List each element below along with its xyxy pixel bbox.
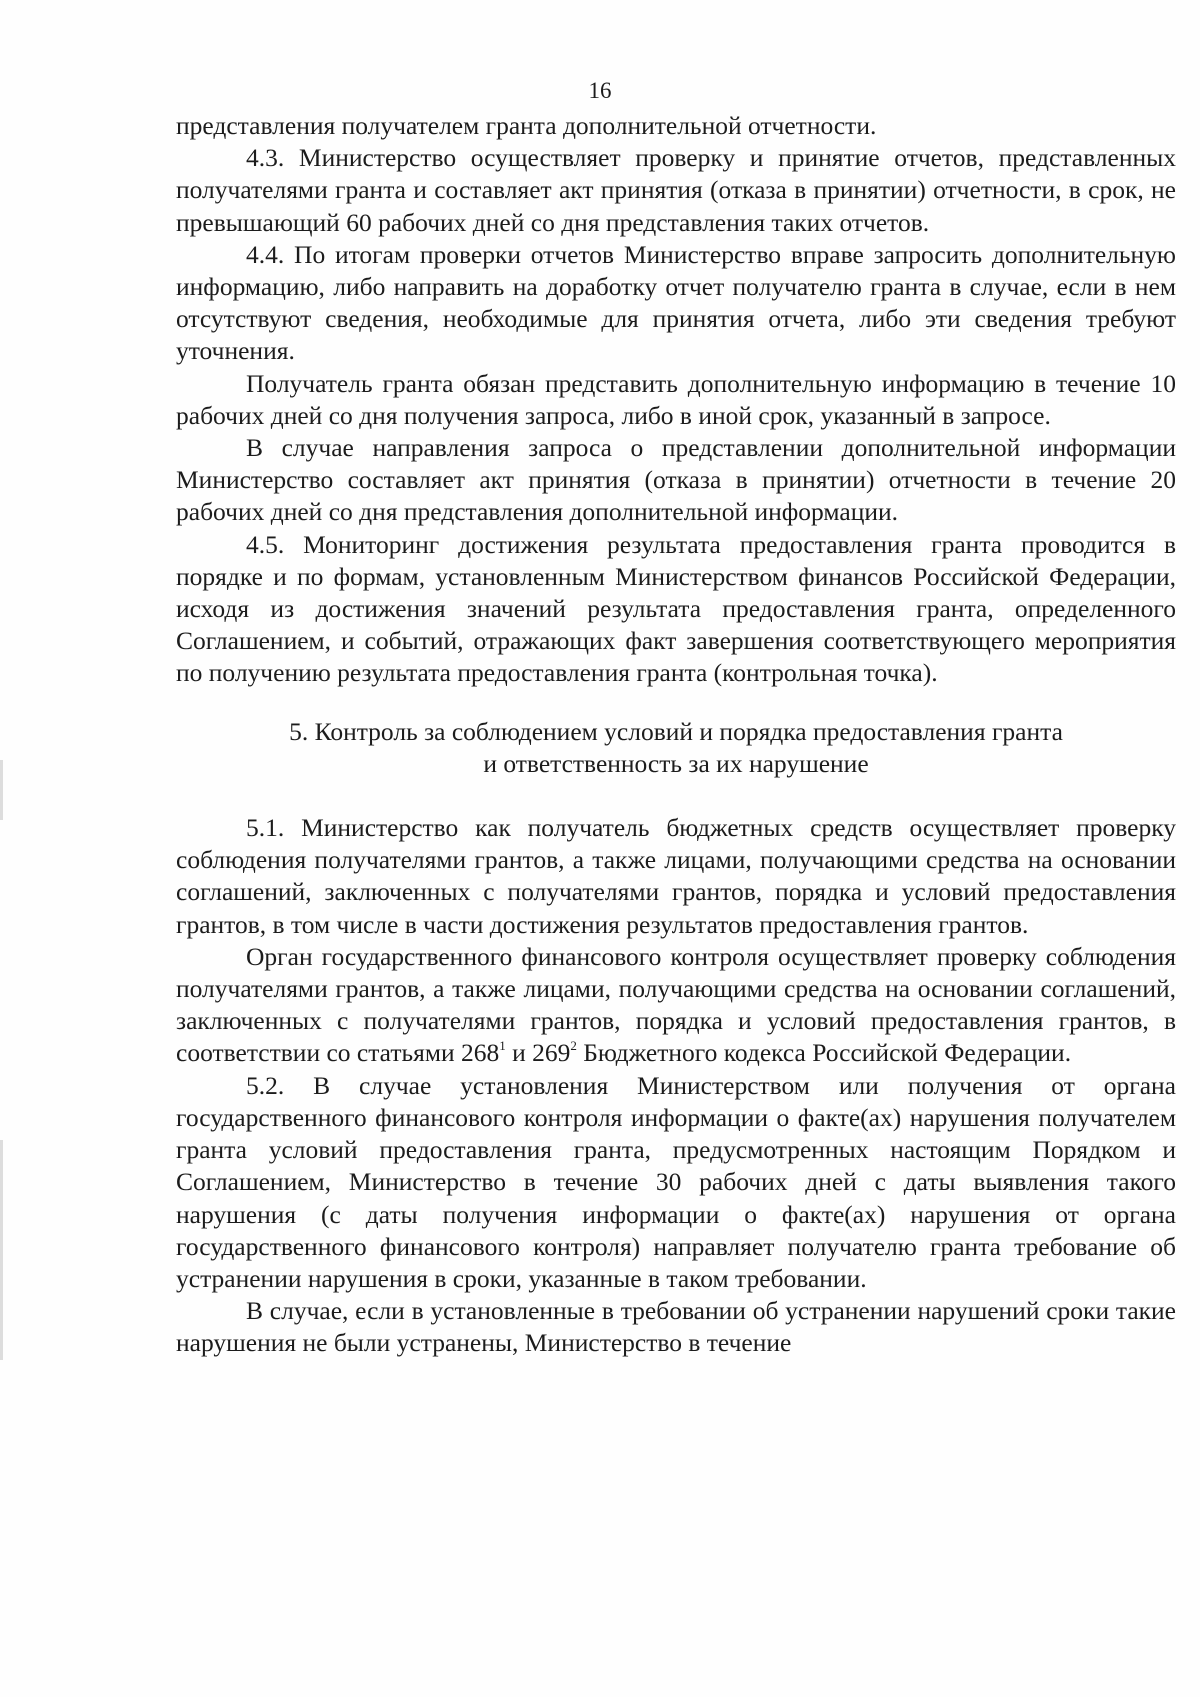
paragraph-text: и 269 bbox=[505, 1038, 571, 1068]
paragraph-5-1: 5.1. Министерство как получатель бюджетных средств осуществляет проверку соблюдения получателями грантов, а также лицами, получающими средства на основании соглашений, заключенных с получателями грантов, порядка и условий предоставления грантов, в том числе в части достижения результатов предоставления грантов. bbox=[176, 813, 1176, 939]
paragraph-text: Бюджетного кодекса Российской Федерации. bbox=[576, 1038, 1072, 1068]
section-heading-line: и ответственность за их нарушение bbox=[483, 748, 869, 778]
section-heading-line: 5. Контроль за соблюдением условий и порядка предоставления гранта bbox=[289, 716, 1063, 746]
paragraph: Получатель гранта обязан представить дополнительную информацию в течение 10 рабочих дней со дня получения запроса, либо в иной срок, указанный в запросе. bbox=[176, 368, 1176, 430]
paragraph-4-5: 4.5. Мониторинг достижения результата предоставления гранта проводится в порядке и по формам, установленным Министерством финансов Российской Федерации, исходя из достижения значений результата предоставления гранта, определенного Соглашением, и событий, отражающих факт завершения соответствующего мероприятия по получению результата предоставления гранта (контрольная точка). bbox=[176, 529, 1176, 688]
paragraph-4-3: 4.3. Министерство осуществляет проверку и принятие отчетов, представленных получателями гранта и составляет акт принятия (отказа в принятии) отчетности, в срок, не превышающий 60 рабочих дней со дня представления таких отчетов. bbox=[176, 143, 1176, 237]
superscript: 2 bbox=[570, 1038, 577, 1054]
paragraph-5-2: 5.2. В случае установления Министерством или получения от органа государственного финансового контроля информации о факте(ах) нарушения получателем гранта условий предоставления гранта, предусмотренных настоящим Порядком и Соглашением, Министерство в течение 30 рабочих дней с даты выявления такого нарушения (с даты получения информации о факте(ах) нарушения от органа государственного финансового контроля) направляет получателю гранта требование об устранении нарушения в сроки, указанные в таком требовании. bbox=[176, 1070, 1176, 1293]
paragraph: В случае, если в установленные в требовании об устранении нарушений сроки такие нарушения не были устранены, Министерство в течение bbox=[176, 1296, 1176, 1358]
paragraph: представления получателем гранта дополнительной отчетности. bbox=[176, 111, 877, 140]
paragraph-4-4: 4.4. По итогам проверки отчетов Министерство вправе запросить дополнительную информацию, либо направить на доработку отчет получателю гранта в случае, если в нем отсутствуют сведения, необходимые для принятия отчета, либо эти сведения требуют уточнения. bbox=[176, 239, 1176, 366]
scan-artifact bbox=[0, 760, 3, 820]
section-5-heading bbox=[176, 716, 1176, 780]
superscript: 1 bbox=[499, 1038, 506, 1054]
paragraph bbox=[176, 941, 1176, 1070]
document-body bbox=[176, 110, 1176, 1360]
scan-artifact bbox=[0, 1140, 3, 1360]
paragraph: В случае направления запроса о представлении дополнительной информации Министерство составляет акт принятия (отказа в принятии) отчетности в течение 20 рабочих дней со дня представления дополнительной информации. bbox=[176, 433, 1176, 527]
page-number: 16 bbox=[588, 78, 612, 103]
paragraph-text: Орган государственного финансового контроля осуществляет проверку соблюдения получателями грантов, а также лицами, получающими средства на основании соглашений, заключенных с получателями грантов, порядка и условий предоставления грантов, в соответствии со статьями 268 bbox=[176, 941, 1176, 1068]
